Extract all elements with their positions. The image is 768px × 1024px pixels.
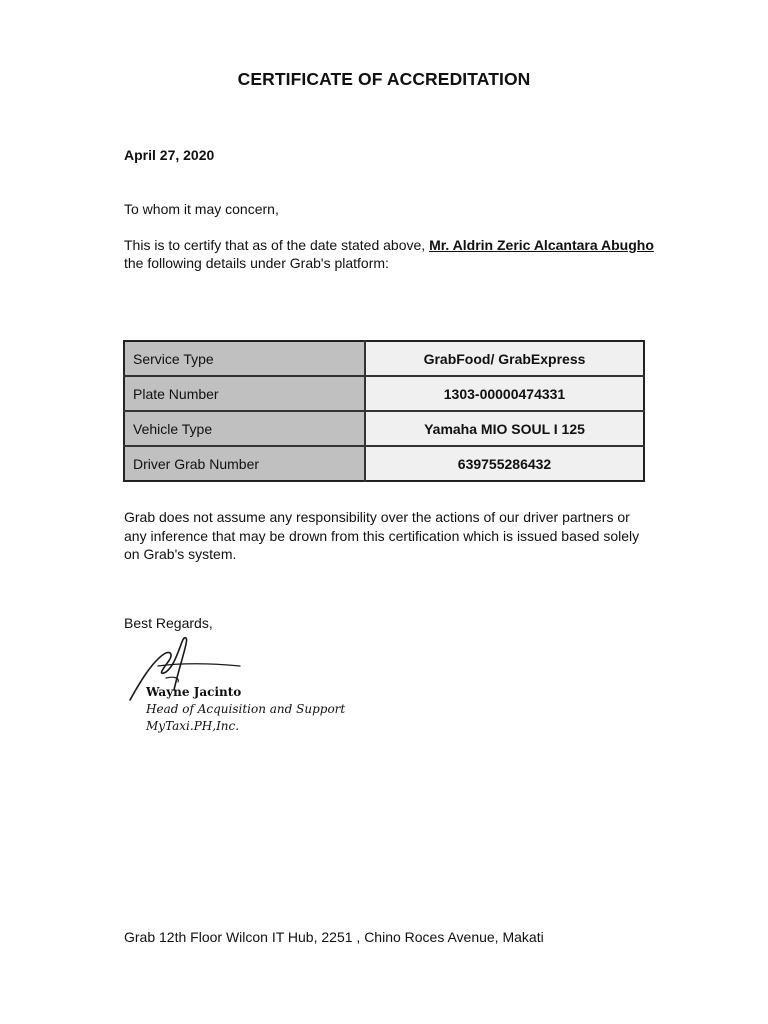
signer-name: Wayne Jacinto — [146, 685, 242, 699]
detail-value-vehicle-type: Yamaha MIO SOUL I 125 — [365, 411, 644, 446]
driver-details-table — [123, 340, 645, 482]
detail-value-service-type: GrabFood/ GrabExpress — [365, 341, 644, 376]
driver-name: Mr. Aldrin Zeric Alcantara Abugho — [429, 237, 654, 253]
signer-position: Head of Acquisition and Support — [146, 702, 346, 716]
salutation: To whom it may concern, — [124, 201, 279, 217]
table-row — [124, 411, 644, 446]
table-row — [124, 341, 644, 376]
certificate-date: April 27, 2020 — [124, 147, 215, 163]
detail-value-driver-grab-number: 639755286432 — [365, 446, 644, 481]
certification-intro: This is to certify that as of the date stated above, — [124, 237, 430, 253]
detail-label-vehicle-type: Vehicle Type — [124, 411, 365, 446]
disclaimer-paragraph: Grab does not assume any responsibility over the actions of our driver partners or any inference that may be drown from this certification which is issued based solely on Grab's system. — [124, 509, 640, 562]
signer-company: MyTaxi.PH,Inc. — [146, 719, 240, 733]
footer-address: Grab 12th Floor Wilcon IT Hub, 2251 , Chino Roces Avenue, Makati — [124, 929, 544, 945]
detail-label-service-type: Service Type — [124, 341, 365, 376]
table-row — [124, 376, 644, 411]
signer-block — [146, 684, 345, 735]
certification-paragraph — [124, 236, 724, 272]
detail-value-plate-number: 1303-00000474331 — [365, 376, 644, 411]
closing-text: Best Regards, — [124, 615, 213, 631]
certificate-title: CERTIFICATE OF ACCREDITATION — [237, 69, 531, 89]
detail-label-driver-grab-number: Driver Grab Number — [124, 446, 365, 481]
table-row — [124, 446, 644, 481]
detail-label-plate-number: Plate Number — [124, 376, 365, 411]
certification-continuation: the following details under Grab's platform: — [124, 255, 389, 271]
